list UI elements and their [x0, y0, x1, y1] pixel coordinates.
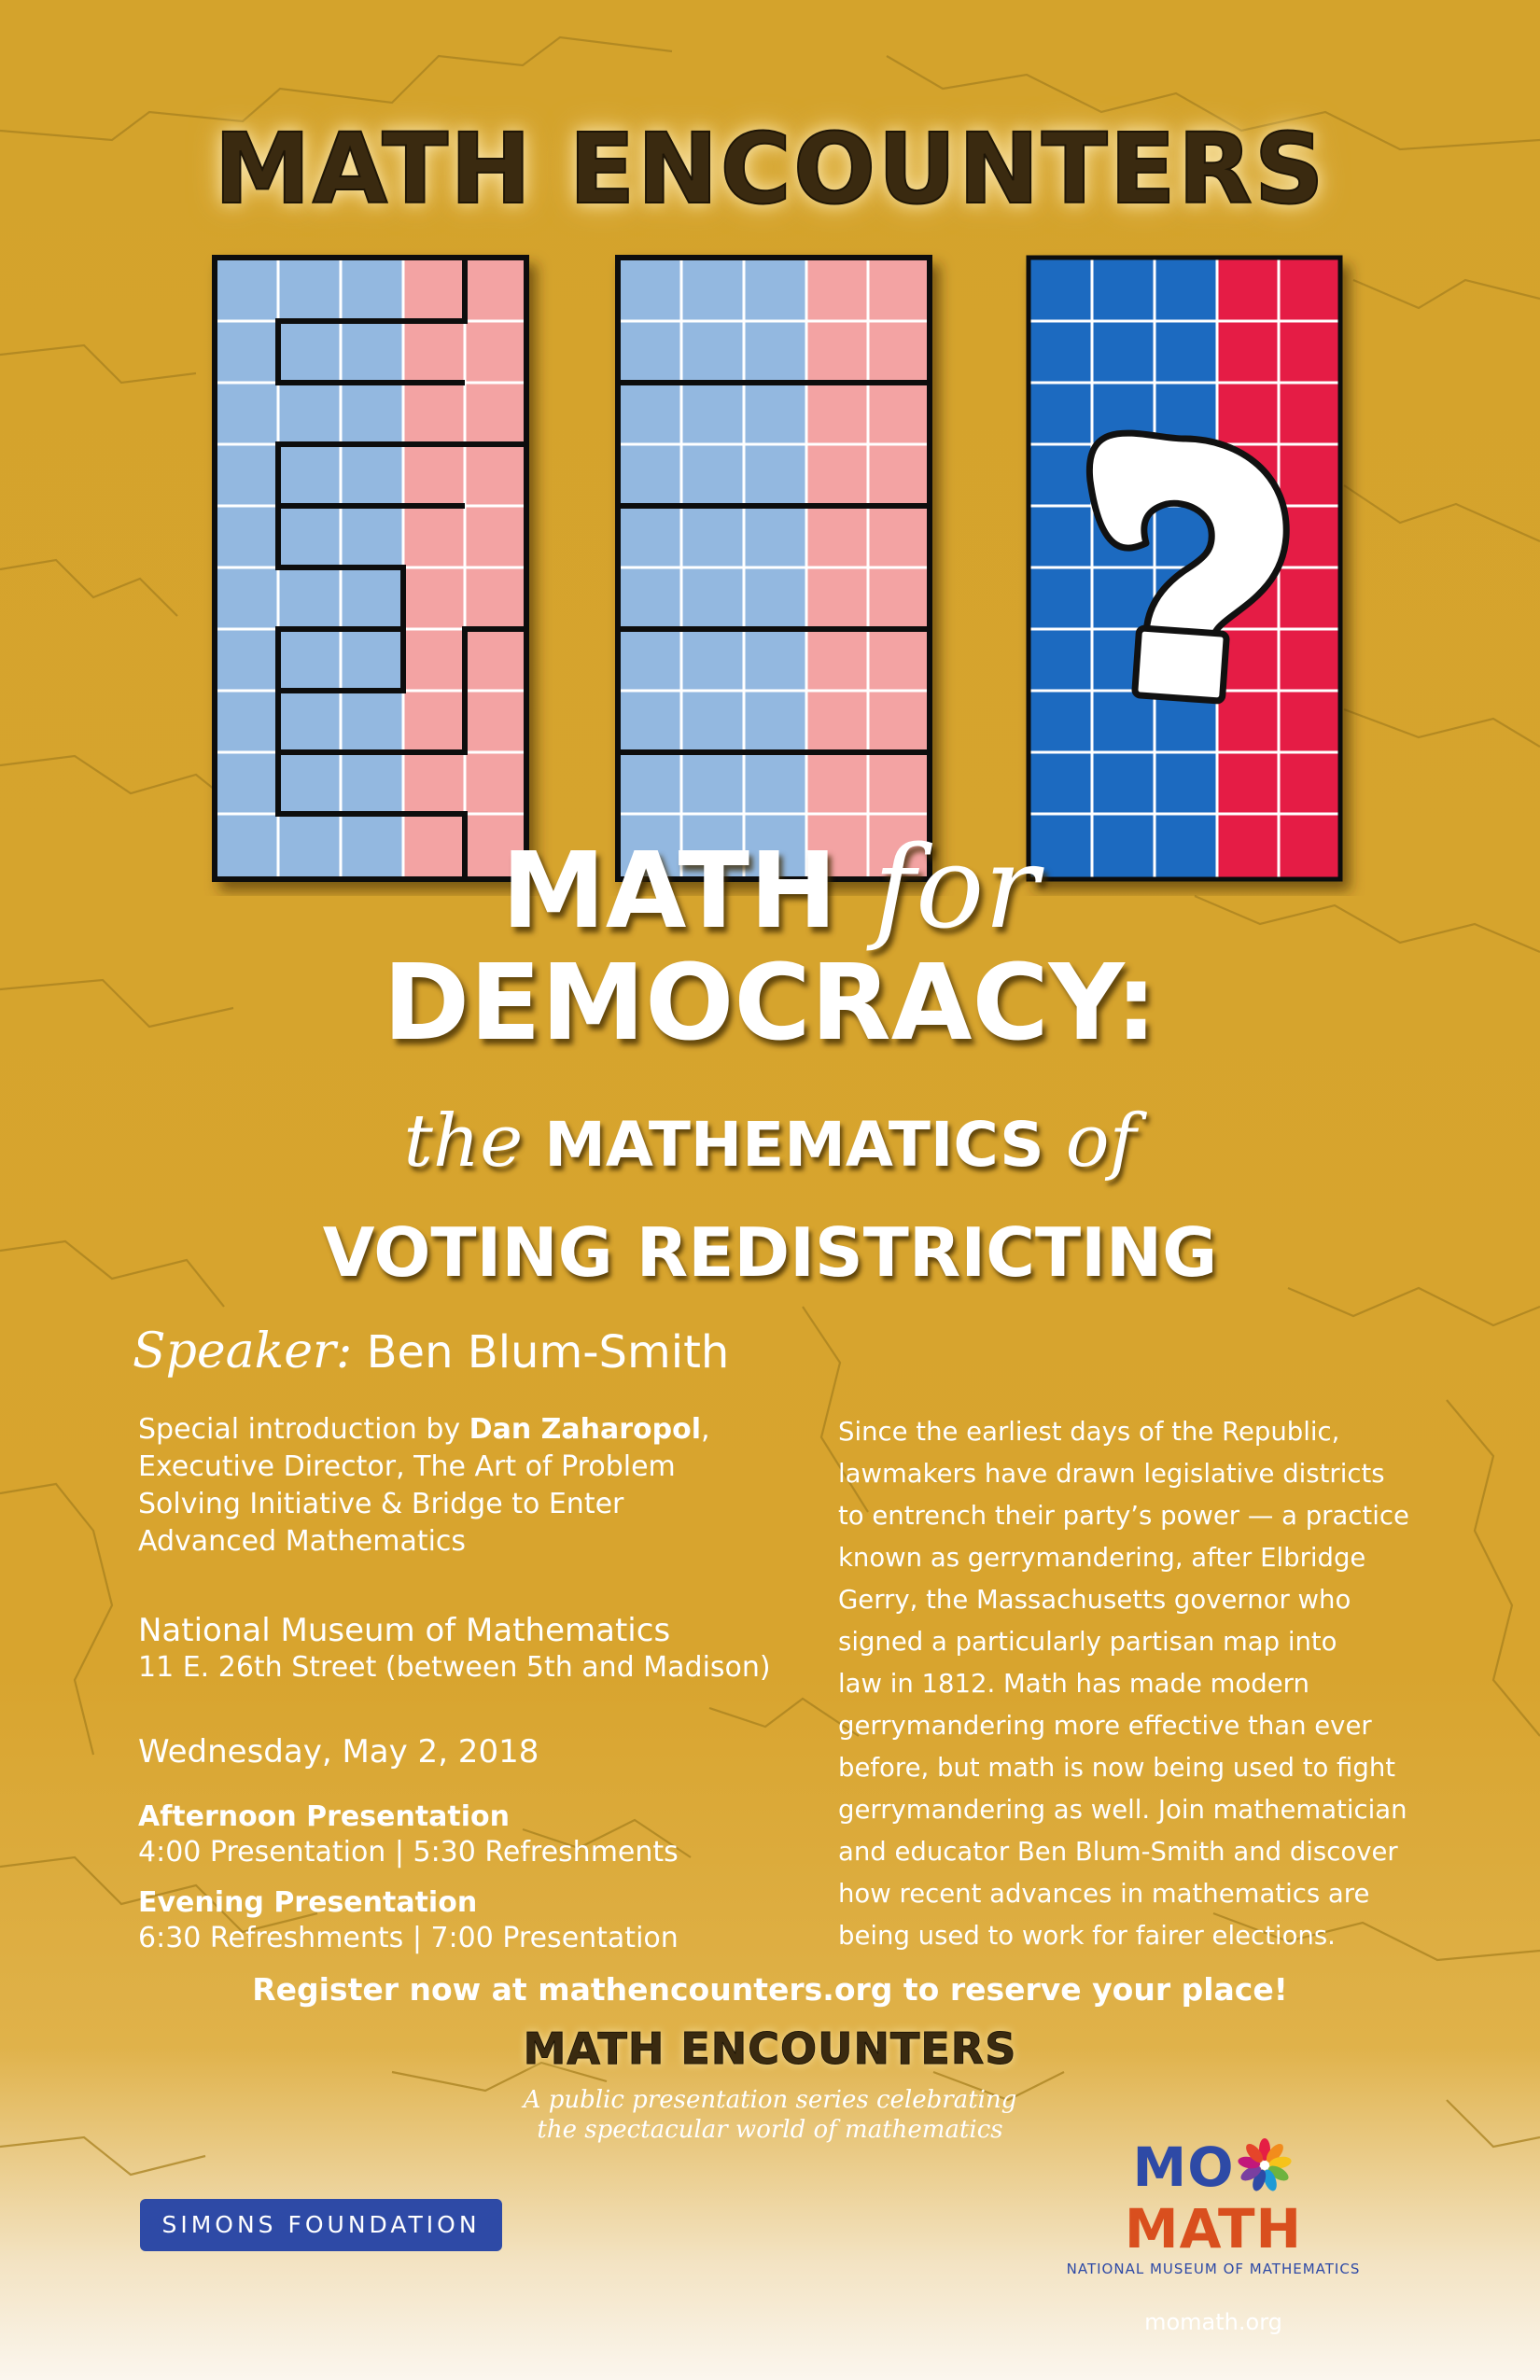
venue-name: National Museum of Mathematics [138, 1612, 671, 1649]
venue-address: 11 E. 26th Street (between 5th and Madison) [138, 1651, 771, 1684]
gerrymandered-grid [213, 256, 528, 881]
description-line: gerrymandering more effective than ever [838, 1711, 1372, 1741]
headline-voting-redistricting: VOTING REDISTRICTING [322, 1213, 1218, 1292]
momath-wordmark [1045, 2137, 1381, 2259]
description-line: before, but math is now being used to fight [838, 1753, 1396, 1783]
tagline-line: A public presentation series celebrating [523, 2086, 1017, 2114]
fair-grid [616, 256, 931, 881]
tagline-line: the spectacular world of mathematics [537, 2116, 1003, 2144]
description-line: gerrymandering as well. Join mathematician [838, 1795, 1407, 1825]
description-line: and educator Ben Blum-Smith and discover [838, 1837, 1398, 1867]
series-tagline [0, 2085, 1540, 2145]
district-grids [0, 0, 1540, 896]
register-suffix: to reserve your place! [903, 1971, 1288, 2008]
register-link[interactable]: mathencounters.org [538, 1971, 893, 2008]
intro-role-line: Executive Director, The Art of Problem [138, 1450, 676, 1483]
headline-math: MATH [501, 831, 837, 952]
description-line: law in 1812. Math has made modern [838, 1669, 1309, 1699]
headline-democracy: DEMOCRACY: [383, 943, 1157, 1064]
special-introduction [138, 1411, 810, 1561]
momath-logo [1045, 2137, 1381, 2335]
intro-role-line: Advanced Mathematics [138, 1525, 467, 1558]
series-title: MATH ENCOUNTERS [214, 112, 1326, 226]
description-line: signed a particularly partisan map into [838, 1627, 1337, 1657]
description-line: how recent advances in mathematics are [838, 1879, 1370, 1909]
description-line: being used to work for fairer elections. [838, 1921, 1336, 1951]
event-description [838, 1411, 1454, 1957]
event-details [138, 1411, 810, 1956]
register-prefix: Register now at [252, 1971, 527, 2008]
description-line: Gerry, the Massachusetts governor who [838, 1585, 1351, 1615]
headline-mathematics: MATHEMATICS [544, 1109, 1044, 1181]
speaker-line [133, 1323, 729, 1379]
register-callout [0, 1971, 1540, 2008]
intro-role-line: Solving Initiative & Bridge to Enter [138, 1488, 624, 1520]
description-line: Since the earliest days of the Republic, [838, 1417, 1340, 1447]
speaker-name: Ben Blum-Smith [366, 1326, 730, 1379]
momath-subtitle: NATIONAL MUSEUM OF MATHEMATICS [1066, 2260, 1361, 2277]
headline-line-3 [0, 1099, 1540, 1183]
intro-name: Dan Zaharopol [469, 1413, 701, 1446]
headline-the: the [403, 1099, 524, 1183]
event-date: Wednesday, May 2, 2018 [138, 1733, 539, 1771]
description-line: to entrench their party’s power — a practice [838, 1501, 1409, 1531]
headline-of: of [1065, 1099, 1137, 1183]
simons-foundation-logo: SIMONS FOUNDATION [140, 2199, 502, 2251]
session-title: Afternoon Presentation [138, 1800, 510, 1833]
speaker-label: Speaker: [133, 1323, 353, 1379]
momath-mo: MO [1132, 2135, 1235, 2199]
momath-star-icon [1237, 2137, 1293, 2193]
headline-line-1 [0, 821, 1540, 954]
momath-math: MATH [1124, 2196, 1303, 2261]
session-times: 6:30 Refreshments | 7:00 Presentation [138, 1922, 679, 1954]
headline-for: for [873, 821, 1039, 954]
session-title: Evening Presentation [138, 1886, 478, 1919]
momath-url[interactable]: momath.org [1144, 2308, 1282, 2335]
intro-first-line: Special introduction by Dan Zaharopol, [138, 1413, 710, 1446]
description-line: known as gerrymandering, after Elbridge [838, 1543, 1366, 1573]
session-times: 4:00 Presentation | 5:30 Refreshments [138, 1836, 679, 1869]
footer-series-title: MATH ENCOUNTERS [523, 2023, 1017, 2074]
description-line: lawmakers have drawn legislative districts [838, 1459, 1385, 1489]
intro-prefix: Special introduction by [138, 1413, 461, 1446]
